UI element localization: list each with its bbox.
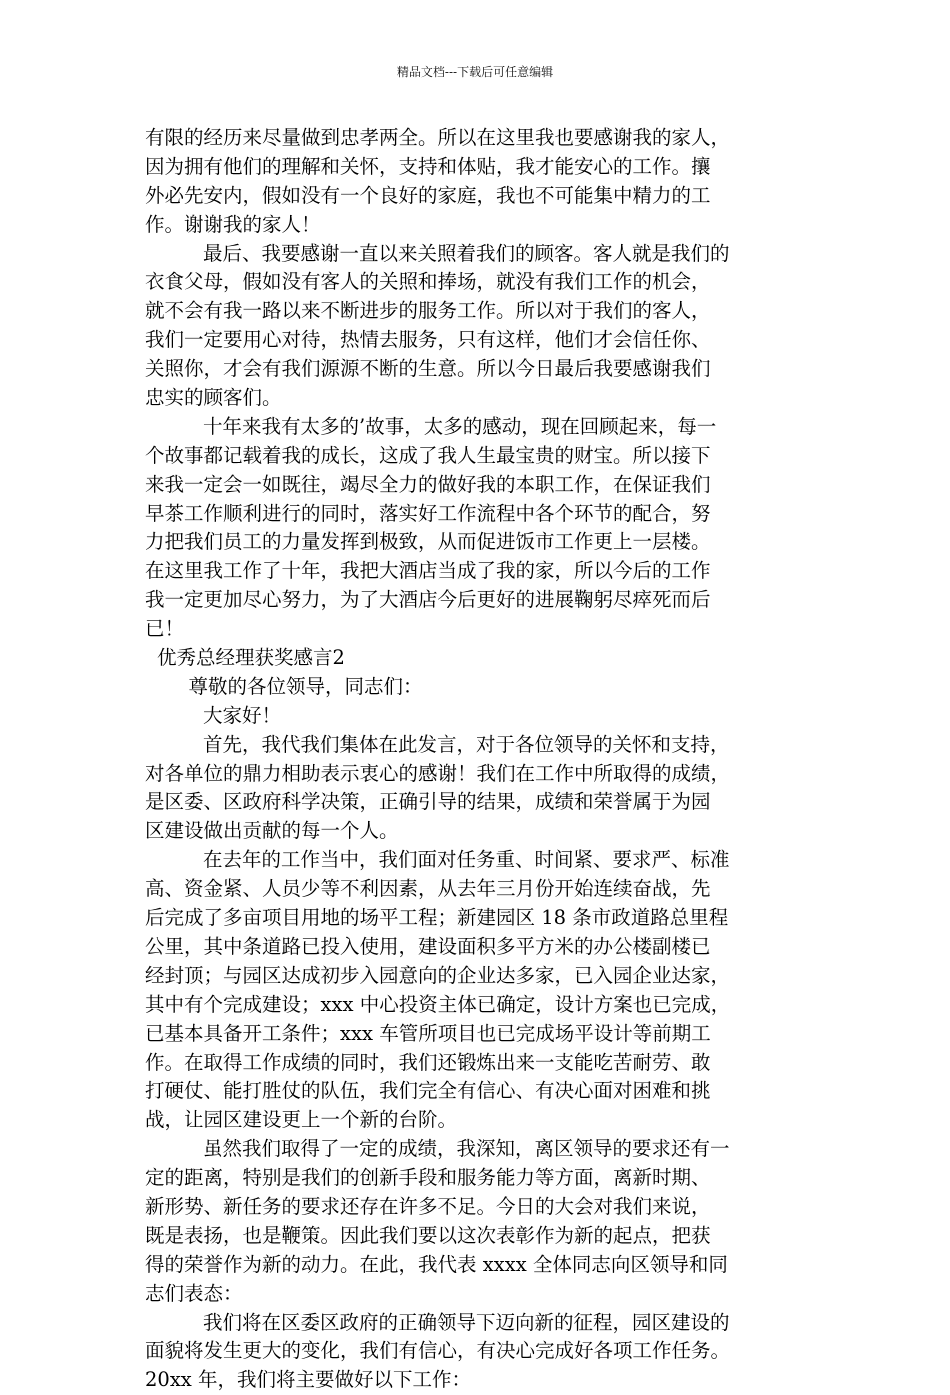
paragraph-line: 定的距离，特别是我们的创新手段和服务能力等方面，离新时期、: [145, 1166, 711, 1190]
paragraph-line: 对各单位的鼎力相助表示衷心的感谢！我们在工作中所取得的成绩，: [145, 761, 731, 785]
paragraph-line: 志们表态：: [145, 1281, 243, 1305]
paragraph-line: 我们一定要用心对待，热情去服务，只有这样，他们才会信任你、: [145, 328, 711, 352]
paragraph-line: 得的荣誉作为新的动力。在此，我代表 xxxx 全体同志向区领导和同: [145, 1252, 728, 1276]
paragraph-line: 个故事都记载着我的成长，这成了我人生最宝贵的财宝。所以接下: [145, 443, 711, 467]
paragraph-line: 在这里我工作了十年，我把大酒店当成了我的家，所以今后的工作: [145, 559, 711, 583]
paragraph-line: 作。在取得工作成绩的同时，我们还锻炼出来一支能吃苦耐劳、敢: [145, 1050, 711, 1074]
paragraph-line: 后完成了多亩项目用地的场平工程；新建园区 18 条市政道路总里程: [145, 906, 729, 930]
paragraph-line: 我一定更加尽心努力，为了大酒店今后更好的进展鞠躬尽瘁死而后: [145, 588, 711, 612]
paragraph-line: 公里，其中条道路已投入使用，建设面积多平方米的办公楼副楼已: [145, 934, 711, 958]
paragraph-line: 来我一定会一如既往，竭尽全力的做好我的本职工作，在保证我们: [145, 472, 711, 496]
paragraph-line: 已！: [145, 617, 185, 641]
paragraph-line: 在去年的工作当中，我们面对任务重、时间紧、要求严、标准: [203, 848, 730, 872]
paragraph-line: 衣食父母，假如没有客人的关照和捧场，就没有我们工作的机会，: [145, 270, 711, 294]
paragraph-line: 打硬仗、能打胜仗的队伍，我们完全有信心、有决心面对困难和挑: [145, 1079, 711, 1103]
paragraph-line: 高、资金紧、人员少等不利因素，从去年三月份开始连续奋战，先: [145, 877, 711, 901]
paragraph-line: 已基本具备开工条件；xxx 车管所项目也已完成场平设计等前期工: [145, 1021, 711, 1045]
paragraph-line: 有限的经历来尽量做到忠孝两全。所以在这里我也要感谢我的家人，: [145, 126, 731, 149]
paragraph-line: 因为拥有他们的理解和关怀，支持和体贴，我才能安心的工作。攘: [145, 154, 711, 178]
paragraph-line: 大家好！: [203, 703, 282, 727]
paragraph-line: 战，让园区建设更上一个新的台阶。: [145, 1108, 458, 1132]
paragraph-line: 首先，我代我们集体在此发言，对于各位领导的关怀和支持，: [203, 732, 730, 756]
paragraph-line: 关照你，才会有我们源源不断的生意。所以今日最后我要感谢我们: [145, 357, 711, 381]
paragraph-line: 其中有个完成建设；xxx 中心投资主体已确定，设计方案也已完成，: [145, 992, 731, 1016]
paragraph-line: 虽然我们取得了一定的成绩，我深知，离区领导的要求还有一: [203, 1137, 730, 1161]
section-title: 优秀总经理获奖感言2: [157, 646, 345, 670]
paragraph-line: 十年来我有太多的’故事，太多的感动，现在回顾起来，每一: [203, 414, 717, 438]
paragraph-line: 我们将在区委区政府的正确领导下迈向新的征程，园区建设的: [203, 1310, 730, 1334]
paragraph-line: 是区委、区政府科学决策，正确引导的结果，成绩和荣誉属于为园: [145, 790, 711, 814]
paragraph-line: 早茶工作顺利进行的同时，落实好工作流程中各个环节的配合，努: [145, 501, 711, 525]
paragraph-line: 面貌将发生更大的变化，我们有信心，有决心完成好各项工作任务。: [145, 1339, 731, 1363]
paragraph-line: 力把我们员工的力量发挥到极致，从而促进饭市工作更上一层楼。: [145, 530, 711, 554]
paragraph-line: 经封顶；与园区达成初步入园意向的企业达多家，已入园企业达家，: [145, 963, 731, 987]
document-body: [145, 124, 810, 1395]
paragraph-line: 最后、我要感谢一直以来关照着我们的顾客。客人就是我们的: [203, 241, 730, 265]
paragraph-line: 就不会有我一路以来不断进步的服务工作。所以对于我们的客人，: [145, 299, 711, 323]
paragraph-line: 20xx 年，我们将主要做好以下工作：: [145, 1368, 472, 1392]
page-header: 精品文档---下载后可任意编辑: [396, 65, 554, 79]
paragraph-line: 既是表扬，也是鞭策。因此我们要以这次表彰作为新的起点，把获: [145, 1223, 711, 1247]
paragraph-line: 尊敬的各位领导，同志们：: [188, 674, 423, 698]
paragraph-line: 作。谢谢我的家人！: [145, 212, 321, 236]
paragraph-line: 新形势、新任务的要求还存在许多不足。今日的大会对我们来说，: [145, 1194, 711, 1218]
paragraph-line: 外必先安内，假如没有一个良好的家庭，我也不可能集中精力的工: [145, 183, 711, 207]
paragraph-line: 区建设做出贡献的每一个人。: [145, 819, 399, 843]
paragraph-line: 忠实的顾客们。: [145, 386, 282, 410]
